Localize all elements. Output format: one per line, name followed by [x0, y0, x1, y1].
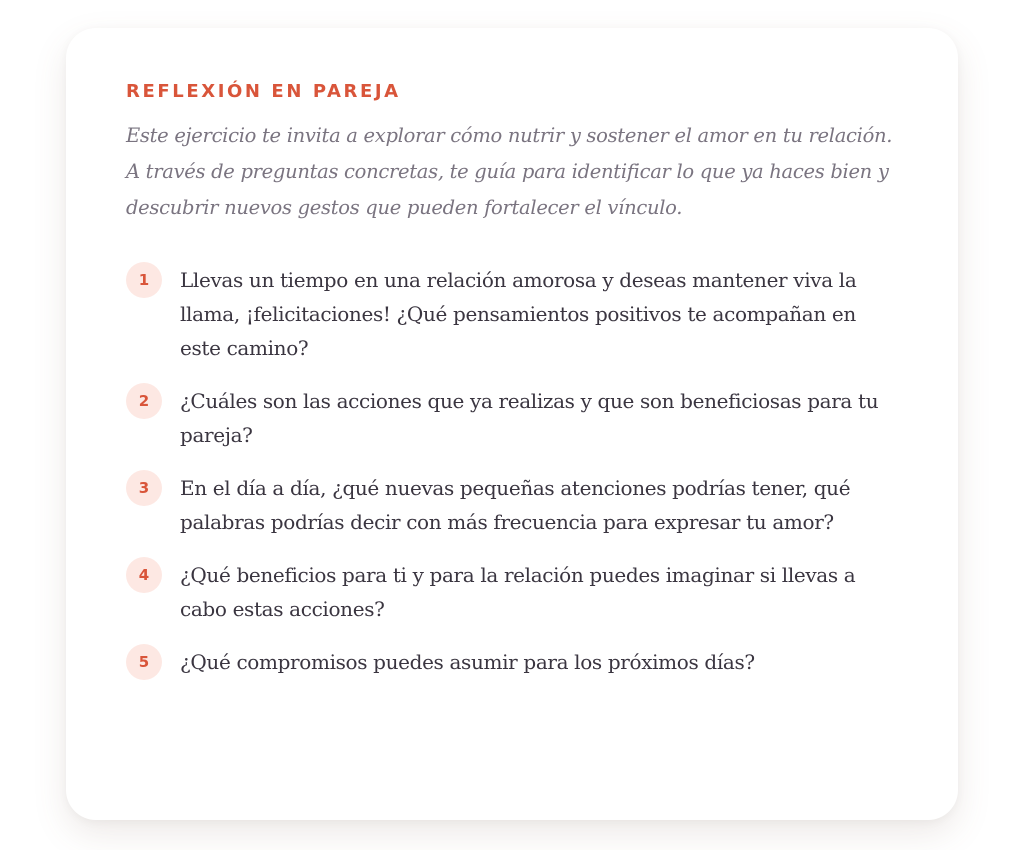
question-text: ¿Qué compromisos puedes asumir para los próximos días?: [180, 650, 755, 674]
number-badge: 2: [126, 383, 162, 419]
number-badge: 5: [126, 644, 162, 680]
card-eyebrow-title: REFLEXIÓN EN PAREJA: [126, 81, 401, 102]
question-text: Llevas un tiempo en una relación amorosa y deseas mantener viva la llama, ¡felicitaciones! ¿Qué pensamientos positivos te acompañan en este camino?: [180, 268, 857, 360]
card-intro-text: Este ejercicio te invita a explorar cómo nutrir y sostener el amor en tu relación. A través de preguntas concretas, te guía para identificar lo que ya haces bien y descubrir nuevos gestos que pueden fortalecer el vínculo.: [126, 124, 893, 219]
list-item: [126, 262, 902, 365]
list-item: [126, 383, 902, 452]
list-item: [126, 557, 902, 626]
question-text: ¿Cuáles son las acciones que ya realizas y que son beneficiosas para tu pareja?: [180, 389, 879, 447]
number-badge: 1: [126, 262, 162, 298]
number-badge: 3: [126, 470, 162, 506]
question-text: ¿Qué beneficios para ti y para la relación puedes imaginar si llevas a cabo estas acciones?: [180, 563, 856, 621]
reflection-card: [66, 28, 958, 820]
list-item: [126, 470, 902, 539]
list-item: [126, 644, 902, 680]
question-text: En el día a día, ¿qué nuevas pequeñas atenciones podrías tener, qué palabras podrías decir con más frecuencia para expresar tu amor?: [180, 476, 851, 534]
question-list: [126, 262, 902, 680]
number-badge: 4: [126, 557, 162, 593]
